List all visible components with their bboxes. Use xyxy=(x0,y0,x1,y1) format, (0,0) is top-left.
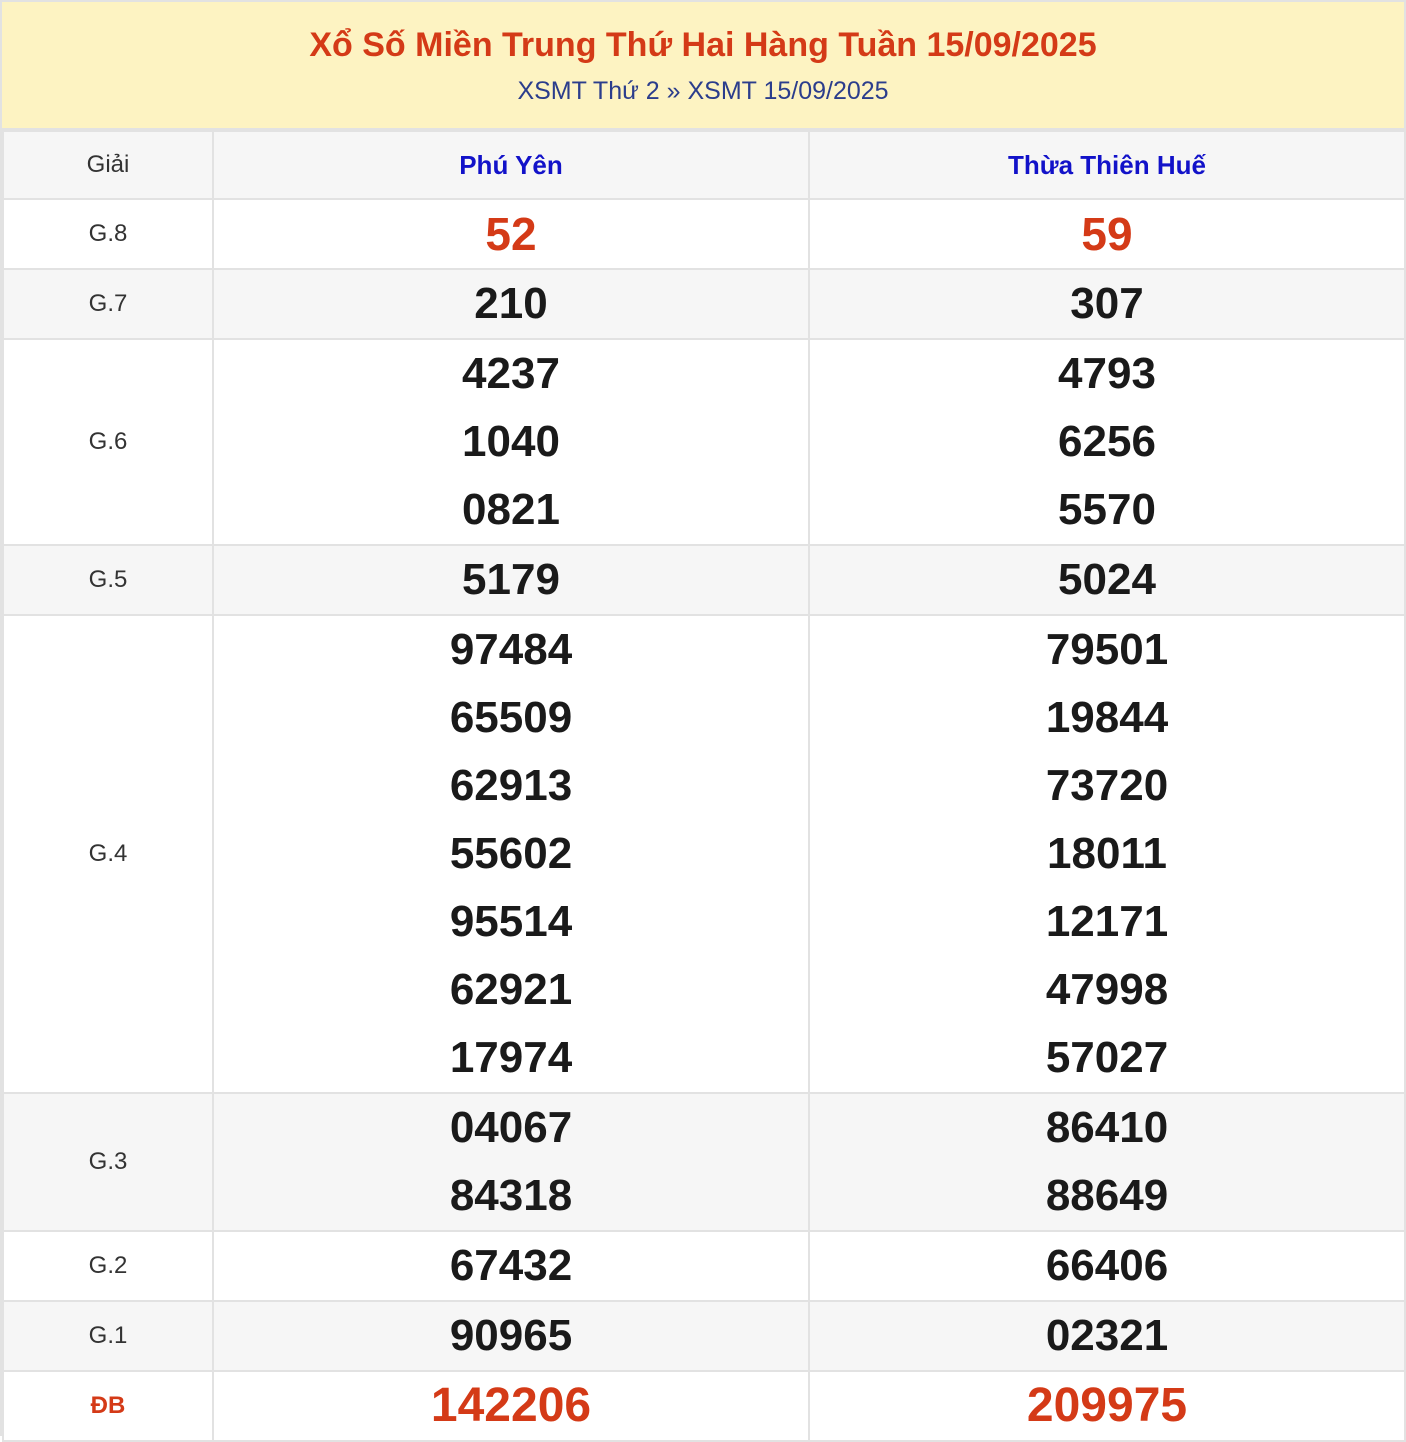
result-number: 62921 xyxy=(449,965,573,1014)
table-row-g3 xyxy=(3,1093,1405,1231)
result-number: 4793 xyxy=(1058,349,1156,398)
prize-label: G.7 xyxy=(3,269,213,339)
result-number: 86410 xyxy=(1045,1103,1169,1152)
result-cell xyxy=(809,1231,1405,1301)
result-number: 19844 xyxy=(1045,693,1169,742)
result-number: 57027 xyxy=(1045,1033,1169,1082)
result-number: 67432 xyxy=(449,1241,573,1290)
result-number: 18011 xyxy=(1047,829,1167,878)
prize-label: G.6 xyxy=(3,339,213,545)
result-number: 84318 xyxy=(449,1171,573,1220)
result-cell xyxy=(809,1093,1405,1231)
result-cell xyxy=(213,199,809,269)
result-number: 73720 xyxy=(1045,761,1169,810)
result-cell-special xyxy=(213,1371,809,1441)
result-number: 59 xyxy=(1081,208,1133,260)
result-cell xyxy=(213,1093,809,1231)
result-number: 04067 xyxy=(449,1103,573,1152)
result-cell xyxy=(213,339,809,545)
page-title: Xổ Số Miền Trung Thứ Hai Hàng Tuần 15/09/2025 xyxy=(309,26,1097,64)
result-number: 79501 xyxy=(1045,625,1169,674)
result-cell xyxy=(809,269,1405,339)
result-cell xyxy=(809,1301,1405,1371)
province-header-phu-yen[interactable]: Phú Yên xyxy=(213,131,809,199)
prize-label: G.8 xyxy=(3,199,213,269)
result-number: 17974 xyxy=(449,1033,573,1082)
table-row-g2 xyxy=(3,1231,1405,1301)
result-number: 62913 xyxy=(449,761,573,810)
breadcrumb xyxy=(2,76,1404,106)
table-row-g5 xyxy=(3,545,1405,615)
result-cell-special xyxy=(809,1371,1405,1441)
result-number: 5179 xyxy=(462,555,560,604)
result-cell xyxy=(809,199,1405,269)
prize-label: G.1 xyxy=(3,1301,213,1371)
table-row-g1 xyxy=(3,1301,1405,1371)
prize-label: G.2 xyxy=(3,1231,213,1301)
result-number: 02321 xyxy=(1045,1311,1169,1360)
table-row-g7 xyxy=(3,269,1405,339)
result-number: 90965 xyxy=(449,1311,573,1360)
result-cell xyxy=(213,545,809,615)
result-cell xyxy=(809,545,1405,615)
prize-column-header: Giải xyxy=(3,131,213,199)
results-header xyxy=(2,2,1404,130)
table-row-g8 xyxy=(3,199,1405,269)
breadcrumb-separator: » xyxy=(666,77,681,105)
special-result-number: 142206 xyxy=(430,1379,592,1432)
result-cell xyxy=(213,269,809,339)
result-number: 95514 xyxy=(449,897,573,946)
result-number: 5570 xyxy=(1058,485,1156,534)
result-number: 66406 xyxy=(1045,1241,1169,1290)
table-row-special xyxy=(3,1371,1405,1441)
result-cell xyxy=(809,339,1405,545)
result-number: 97484 xyxy=(449,625,573,674)
result-number: 65509 xyxy=(449,693,573,742)
result-number: 1040 xyxy=(462,417,560,466)
result-number: 47998 xyxy=(1045,965,1169,1014)
result-number: 210 xyxy=(474,279,548,328)
result-number: 55602 xyxy=(449,829,573,878)
prize-label: G.3 xyxy=(3,1093,213,1231)
result-number: 12171 xyxy=(1045,897,1169,946)
prize-label: G.4 xyxy=(3,615,213,1093)
prize-label-special: ĐB xyxy=(3,1371,213,1441)
province-header-thua-thien-hue[interactable]: Thừa Thiên Huế xyxy=(809,131,1405,199)
special-result-number: 209975 xyxy=(1026,1379,1188,1432)
result-number: 88649 xyxy=(1045,1171,1169,1220)
result-cell xyxy=(213,1231,809,1301)
result-cell xyxy=(213,615,809,1093)
table-row-g4 xyxy=(3,615,1405,1093)
breadcrumb-link-thu-2[interactable]: XSMT Thứ 2 xyxy=(517,77,660,105)
result-number: 0821 xyxy=(462,485,560,534)
result-number: 52 xyxy=(485,208,537,260)
result-number: 307 xyxy=(1070,279,1144,328)
breadcrumb-link-date[interactable]: XSMT 15/09/2025 xyxy=(687,77,889,105)
result-cell xyxy=(213,1301,809,1371)
table-row-g6 xyxy=(3,339,1405,545)
table-header-row xyxy=(3,131,1405,199)
result-number: 5024 xyxy=(1058,555,1156,604)
result-number: 6256 xyxy=(1058,417,1156,466)
prize-label: G.5 xyxy=(3,545,213,615)
results-table xyxy=(2,130,1406,1442)
result-number: 4237 xyxy=(462,349,560,398)
result-cell xyxy=(809,615,1405,1093)
